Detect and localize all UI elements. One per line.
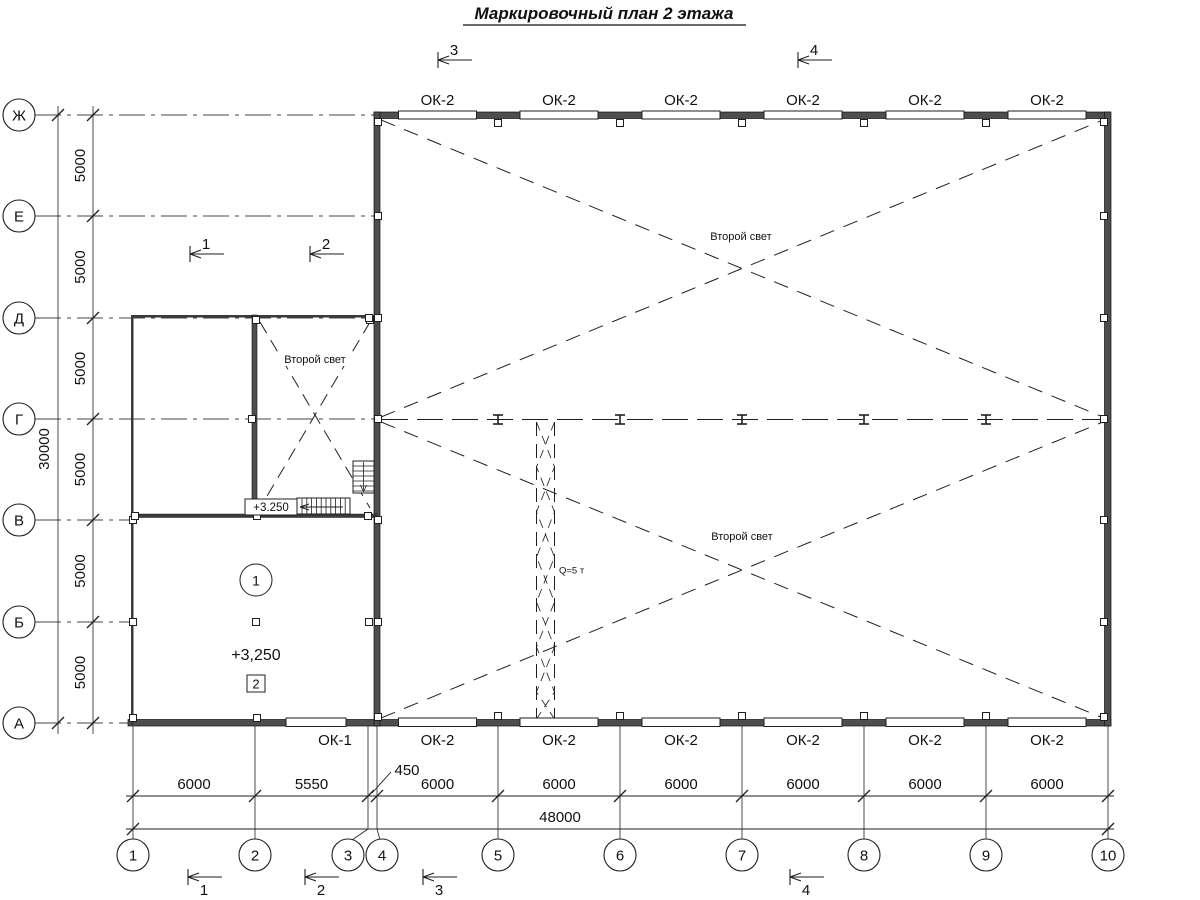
- window-ok2-bottom: [886, 718, 964, 727]
- section-marker-arrowhead: [305, 877, 316, 881]
- room-elevation-label: +3,250: [231, 647, 281, 664]
- column-marker: [375, 416, 382, 423]
- extension-line: [352, 829, 368, 840]
- column-marker: [130, 619, 137, 626]
- section-marker-arrowhead: [438, 56, 449, 60]
- section-marker-arrowhead: [423, 873, 434, 877]
- section-marker-arrowhead: [188, 877, 199, 881]
- window-ok1-bottom: [286, 718, 346, 727]
- extension-line: [377, 829, 380, 840]
- second-light-label: Второй свет: [710, 231, 772, 243]
- dimension-label-left: 5000: [72, 351, 89, 386]
- column-marker: [375, 714, 382, 721]
- column-marker: [495, 713, 502, 720]
- section-marker-arrowhead: [798, 60, 809, 64]
- window-ok2-bottom: [1008, 718, 1086, 727]
- dimension-label-left: 5000: [72, 452, 89, 487]
- column-marker: [375, 213, 382, 220]
- dimension-label-bottom: 6000: [786, 776, 820, 793]
- col-axis-label: 8: [859, 847, 869, 865]
- column-marker: [375, 619, 382, 626]
- section-marker-arrowhead: [190, 250, 201, 254]
- column-marker: [617, 120, 624, 127]
- window-ok2-top: [520, 111, 598, 119]
- window-label-bottom: ОК-2: [786, 732, 820, 749]
- window-ok2-bottom: [642, 718, 720, 727]
- window-label-bottom: ОК-2: [420, 732, 455, 749]
- row-axis-label: В: [13, 512, 25, 530]
- section-marker-arrowhead: [790, 873, 801, 877]
- column-marker: [1101, 619, 1108, 626]
- section-marker-arrowhead: [423, 877, 434, 881]
- row-axis-label: Д: [13, 310, 25, 328]
- room-mark-circle-label: 1: [252, 572, 260, 589]
- section-marker-arrowhead: [438, 60, 449, 64]
- dimension-label-bottom: 6000: [420, 776, 455, 793]
- window-label-top: ОК-2: [786, 92, 820, 109]
- column-marker: [495, 120, 502, 127]
- window-ok2-top: [642, 111, 720, 119]
- section-marker-arrowhead: [790, 877, 801, 881]
- window-label-top: ОК-2: [542, 92, 576, 109]
- window-ok2-bottom: [520, 718, 598, 727]
- dimension-total-bottom: 48000: [539, 809, 581, 826]
- section-marker-label-mid-1: 1: [201, 236, 211, 253]
- column-marker: [375, 119, 382, 126]
- section-marker-arrowhead: [310, 250, 321, 254]
- column-marker: [983, 713, 990, 720]
- column-marker: [1101, 315, 1108, 322]
- row-axis-label: А: [13, 715, 25, 733]
- dim-leader-450: [372, 772, 391, 793]
- dimension-label-left: 5000: [72, 655, 89, 690]
- column-marker: [366, 619, 373, 626]
- window-ok2-top: [399, 111, 477, 119]
- window-ok2-bottom: [399, 718, 477, 727]
- column-marker: [1101, 213, 1108, 220]
- dimension-label-bottom: 6000: [177, 776, 211, 793]
- section-marker-arrowhead: [798, 56, 809, 60]
- window-label-bottom: ОК-2: [908, 732, 942, 749]
- section-marker-arrowhead: [190, 254, 201, 258]
- column-marker: [254, 715, 261, 722]
- col-axis-label: 5: [493, 847, 503, 865]
- dimension-label-bottom: 6000: [542, 776, 576, 793]
- dimension-label-bottom: 5550: [294, 776, 329, 793]
- row-axis-label: Б: [14, 614, 24, 632]
- window-label-bottom: ОК-1: [318, 732, 352, 749]
- window-label-top: ОК-2: [908, 92, 942, 109]
- column-marker: [861, 713, 868, 720]
- column-marker: [253, 619, 260, 626]
- dimension-label-450: 450: [394, 762, 420, 779]
- column-marker: [253, 317, 260, 324]
- plan-graphics: [3, 42, 1124, 899]
- dimension-label-left: 5000: [72, 554, 89, 588]
- column-marker: [983, 120, 990, 127]
- column-marker: [861, 120, 868, 127]
- window-label-bottom: ОК-2: [664, 732, 698, 749]
- window-ok2-top: [764, 111, 842, 119]
- section-marker-label-top-3: 3: [449, 42, 459, 59]
- column-marker: [132, 513, 139, 520]
- column-marker: [375, 517, 382, 524]
- dimension-label-bottom: 6000: [664, 776, 698, 793]
- crane-capacity-label: Q=5 т: [559, 565, 585, 577]
- window-label-top: ОК-2: [420, 92, 455, 109]
- wall-top: [374, 112, 1110, 119]
- stair-elevation-label: +3.250: [253, 502, 289, 514]
- column-marker: [1101, 517, 1108, 524]
- section-marker-label-mid-2: 2: [321, 236, 331, 253]
- section-marker-arrowhead: [305, 873, 316, 877]
- column-marker: [130, 715, 137, 722]
- window-label-top: ОК-2: [664, 92, 698, 109]
- crane-lattice: [537, 422, 555, 719]
- section-marker-arrowhead: [310, 254, 321, 258]
- room-mark-box-label: 2: [252, 676, 260, 692]
- window-label-top: ОК-2: [1030, 92, 1064, 109]
- col-axis-label: 7: [737, 847, 747, 865]
- section-marker-label-bottom-1: 1: [199, 882, 209, 899]
- col-axis-label: 10: [1099, 847, 1117, 865]
- column-marker: [366, 315, 373, 322]
- second-light-label: Второй свет: [284, 354, 346, 366]
- row-axis-label: Е: [13, 208, 25, 226]
- column-marker: [365, 513, 372, 520]
- stair-flight-lower: [297, 498, 350, 514]
- window-label-bottom: ОК-2: [542, 732, 576, 749]
- section-marker-arrowhead: [188, 873, 199, 877]
- window-ok2-top: [886, 111, 964, 119]
- section-marker-label-bottom-4: 4: [801, 882, 811, 899]
- column-marker: [1101, 416, 1108, 423]
- window-label-bottom: ОК-2: [1030, 732, 1064, 749]
- col-axis-label: 4: [377, 847, 387, 865]
- dimension-label-left: 5000: [72, 250, 89, 284]
- col-axis-label: 2: [250, 847, 260, 865]
- page-title: Маркировочный план 2 этажа: [474, 4, 734, 23]
- dimension-label-bottom: 6000: [908, 776, 942, 793]
- col-axis-label: 1: [128, 847, 138, 865]
- second-light-label: Второй свет: [711, 531, 773, 543]
- column-marker: [617, 713, 624, 720]
- row-axis-label: Г: [14, 411, 24, 429]
- col-axis-label: 3: [343, 847, 353, 865]
- column-marker: [1101, 119, 1108, 126]
- dimension-label-left: 5000: [72, 148, 89, 183]
- column-marker: [739, 120, 746, 127]
- section-marker-label-bottom-3: 3: [434, 882, 444, 899]
- section-marker-label-bottom-2: 2: [316, 882, 326, 899]
- row-axis-label: Ж: [12, 107, 26, 125]
- window-ok2-bottom: [764, 718, 842, 727]
- column-marker: [739, 713, 746, 720]
- window-ok2-top: [1008, 111, 1086, 119]
- crane-lattice: [537, 422, 555, 719]
- col-axis-label: 6: [615, 847, 625, 865]
- dimension-total-left: 30000: [36, 428, 53, 470]
- column-marker: [375, 315, 382, 322]
- section-marker-label-top-4: 4: [809, 42, 819, 59]
- dimension-label-bottom: 6000: [1030, 776, 1064, 793]
- column-marker: [249, 416, 256, 423]
- col-axis-label: 9: [981, 847, 991, 865]
- column-marker: [1101, 714, 1108, 721]
